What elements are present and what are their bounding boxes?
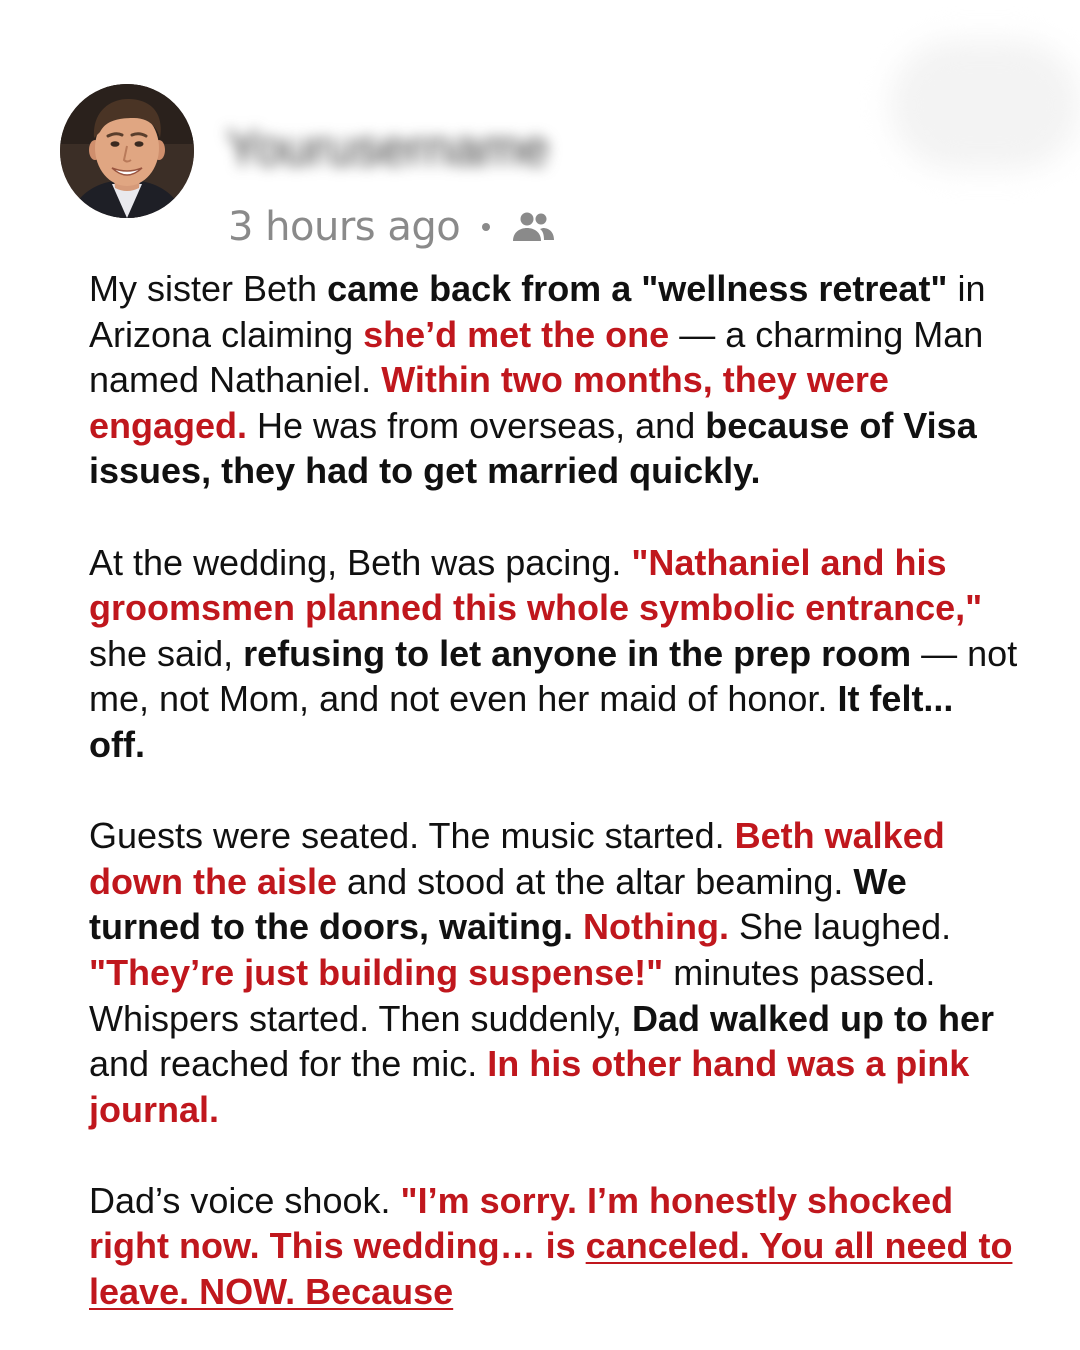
- post-text-run: [573, 906, 583, 947]
- post-emphasis-text: We turned to the doors, waiting.: [89, 860, 907, 948]
- post-text-run: — a charming Man named Nathaniel.: [89, 313, 984, 401]
- friends-audience-icon[interactable]: [510, 207, 556, 247]
- profile-photo-icon: [60, 84, 194, 218]
- post-meta: [228, 200, 556, 254]
- post-paragraph: [89, 813, 1019, 1132]
- post-emphasis-text: "Nathaniel and his groomsmen planned this whole symbolic entrance,": [89, 541, 983, 629]
- post-text-run: Dad’s voice shook.: [89, 1179, 401, 1221]
- post-emphasis-text: because of Visa issues, they had to get married quickly.: [89, 404, 977, 492]
- post-emphasis-text: came back from a "wellness retreat": [327, 268, 948, 309]
- post-emphasis-text: "They’re just building suspense!": [89, 951, 664, 993]
- post-paragraph: [89, 540, 1019, 768]
- post-paragraph: [89, 1178, 1019, 1315]
- post-emphasis-text: Dad walked up to her: [631, 997, 994, 1039]
- post-text: [89, 266, 1019, 1350]
- post-text-run: and stood at the altar beaming.: [337, 860, 854, 902]
- post-paragraph: [89, 266, 1019, 494]
- author-name[interactable]: Yourusername: [226, 120, 550, 176]
- post-text-run: she said,: [89, 632, 244, 674]
- post-emphasis-text: It felt... off.: [89, 678, 954, 765]
- post-emphasis-text: Beth walked down the aisle: [89, 815, 945, 902]
- post-text-run: He was from overseas, and: [247, 404, 706, 446]
- post-emphasis-text: she’d met the one: [363, 313, 670, 355]
- post-text-run: minutes passed. Whispers started. Then suddenly,: [89, 951, 936, 1039]
- post-emphasis-text: canceled. You all need to leave. NOW. Because: [89, 1225, 1013, 1313]
- post-text-run: and reached for the mic.: [89, 1043, 488, 1085]
- meta-separator-dot: [482, 223, 490, 231]
- blurred-action-area: [890, 40, 1080, 170]
- post-emphasis-text: "I’m sorry. I’m honestly shocked right now. This wedding… is: [89, 1179, 954, 1267]
- post-text-run: At the wedding, Beth was pacing.: [89, 541, 632, 583]
- post-text-run: — not me, not Mom, and not even her maid of honor.: [89, 632, 1018, 720]
- post-text-run: My sister Beth: [89, 268, 328, 309]
- post-text-run: in Arizona claiming: [89, 268, 986, 355]
- post-text-run: She laughed.: [728, 906, 952, 948]
- avatar[interactable]: [60, 84, 194, 218]
- post-emphasis-text: Nothing.: [583, 906, 729, 948]
- post-text-run: Guests were seated. The music started.: [89, 815, 735, 857]
- post-emphasis-text: refusing to let anyone in the prep room: [243, 632, 912, 674]
- post-emphasis-text: In his other hand was a pink journal.: [89, 1043, 970, 1130]
- post-timestamp[interactable]: 3 hours ago: [228, 204, 461, 250]
- post-emphasis-text: Within two months, they were engaged.: [89, 359, 889, 446]
